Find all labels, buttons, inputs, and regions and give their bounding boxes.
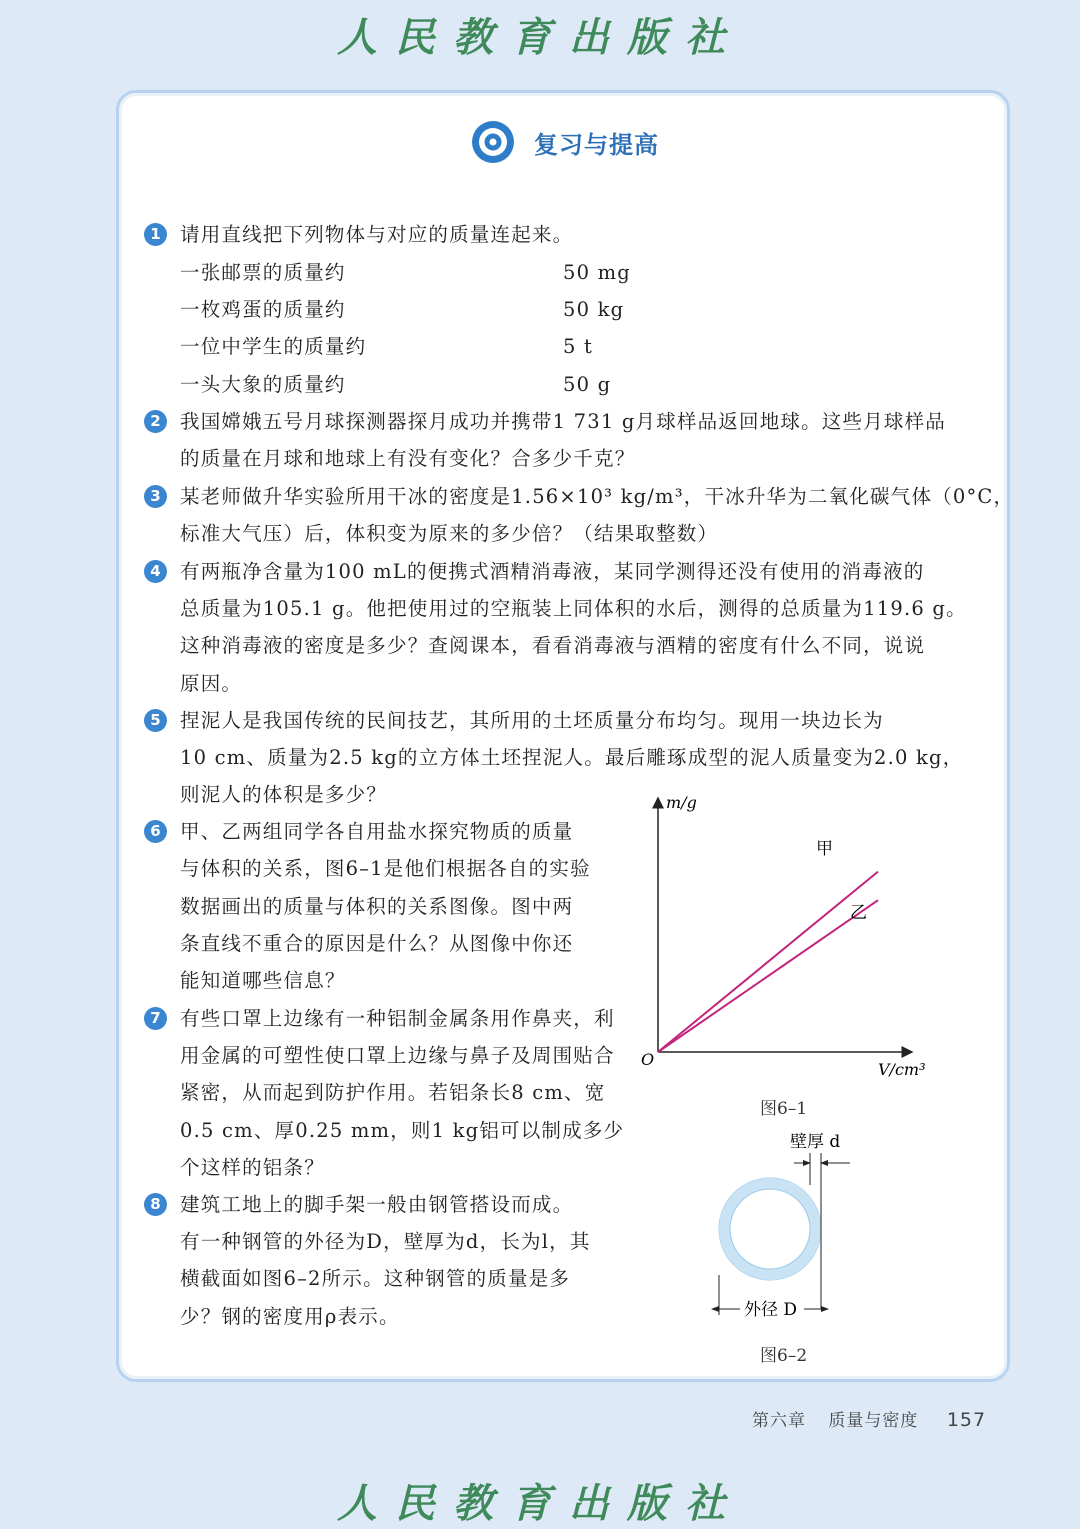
question-number-6: 6	[144, 820, 167, 843]
question-number-5: 5	[144, 709, 167, 732]
question-number-4: 4	[144, 560, 167, 583]
q1-mass: 5 t	[563, 335, 594, 358]
q1-prompt: 请用直线把下列物体与对应的质量连起来。	[180, 223, 574, 246]
y-axis-label: m/g	[666, 793, 697, 812]
q4-line: 总质量为105.1 g。他把使用过的空瓶装上同体积的水后，测得的总质量为119.6 g。	[180, 597, 967, 620]
chapter-title: 质量与密度	[828, 1411, 919, 1431]
figure-caption-6-2: 图6–2	[760, 1346, 808, 1366]
q6-line: 数据画出的质量与体积的关系图像。图中两	[180, 895, 574, 918]
chapter-label: 第六章	[752, 1411, 806, 1431]
mass-volume-graph	[630, 790, 940, 1090]
q8-line: 少？钢的密度用ρ表示。	[180, 1305, 400, 1328]
q7-line: 有些口罩上边缘有一种铝制金属条用作鼻夹，利	[180, 1007, 615, 1030]
pipe-cross-section-figure	[690, 1125, 890, 1325]
q4-line: 原因。	[180, 672, 243, 695]
q6-line: 与体积的关系，图6–1是他们根据各自的实验	[180, 857, 591, 880]
pipe-inner-edge	[730, 1189, 810, 1269]
q2-line: 我国嫦娥五号月球探测器探月成功并携带1 731 g月球样品返回地球。这些月球样品	[180, 410, 947, 433]
q8-line: 有一种钢管的外径为D，壁厚为d，长为l，其	[180, 1230, 591, 1253]
q6-line: 条直线不重合的原因是什么？从图像中你还	[180, 932, 574, 955]
series-label-jia: 甲	[816, 839, 833, 859]
page-footer	[752, 1406, 1002, 1431]
q1-item: 一张邮票的质量约	[180, 261, 346, 284]
series-line-yi	[658, 900, 878, 1052]
q3-line: 标准大气压）后，体积变为原来的多少倍？（结果取整数）	[180, 522, 719, 545]
origin-label: O	[641, 1050, 655, 1069]
heading-title: 复习与提高	[534, 130, 659, 159]
series-line-jia	[658, 872, 878, 1052]
x-axis-label: V/cm³	[878, 1060, 926, 1079]
section-heading	[470, 118, 659, 166]
q7-line: 紧密，从而起到防护作用。若铝条长8 cm、宽	[180, 1081, 606, 1104]
question-number-3: 3	[144, 485, 167, 508]
q7-line: 个这样的铝条？	[180, 1156, 325, 1179]
q4-line: 这种消毒液的密度是多少？查阅课本，看看消毒液与酒精的密度有什么不同，说说	[180, 634, 926, 657]
wall-thickness-label: 壁厚 d	[790, 1132, 841, 1152]
q5-line: 则泥人的体积是多少？	[180, 783, 388, 806]
figure-caption-6-1: 图6–1	[760, 1099, 808, 1119]
q3-line: 某老师做升华实验所用干冰的密度是1.56×10³ kg/m³，干冰升华为二氧化碳气体（0°C，	[180, 485, 1015, 508]
q6-line: 甲、乙两组同学各自用盐水探究物质的质量	[180, 820, 574, 843]
q1-mass: 50 kg	[563, 298, 625, 321]
q1-item: 一头大象的质量约	[180, 373, 346, 396]
outer-diameter-label: 外径 D	[744, 1300, 798, 1320]
question-number-7: 7	[144, 1007, 167, 1030]
question-number-2: 2	[144, 410, 167, 433]
question-number-1: 1	[144, 223, 167, 246]
q8-line: 建筑工地上的脚手架一般由钢管搭设而成。	[180, 1193, 574, 1216]
q1-item: 一位中学生的质量约	[180, 335, 367, 358]
q1-item: 一枚鸡蛋的质量约	[180, 298, 346, 321]
series-label-yi: 乙	[850, 903, 867, 923]
q4-line: 有两瓶净含量为100 mL的便携式酒精消毒液，某同学测得还没有使用的消毒液的	[180, 560, 925, 583]
target-icon	[470, 119, 516, 165]
q6-line: 能知道哪些信息？	[180, 969, 346, 992]
q1-mass: 50 mg	[563, 261, 631, 284]
q8-line: 横截面如图6–2所示。这种钢管的质量是多	[180, 1267, 571, 1290]
q5-line: 10 cm、质量为2.5 kg的立方体土坯捏泥人。最后雕琢成型的泥人质量变为2.0 kg，	[180, 746, 964, 769]
q5-line: 捏泥人是我国传统的民间技艺，其所用的土坯质量分布均匀。现用一块边长为	[180, 709, 884, 732]
q7-line: 用金属的可塑性使口罩上边缘与鼻子及周围贴合	[180, 1044, 615, 1067]
question-number-8: 8	[144, 1193, 167, 1216]
q7-line: 0.5 cm、厚0.25 mm，则1 kg铝可以制成多少	[180, 1119, 625, 1142]
page-number: 157	[946, 1409, 987, 1431]
publisher-watermark-bottom: 人民教育出版社	[337, 1480, 743, 1527]
q2-line: 的质量在月球和地球上有没有变化？合多少千克？	[180, 447, 636, 470]
q1-mass: 50 g	[563, 373, 612, 396]
publisher-watermark-top: 人民教育出版社	[337, 14, 743, 61]
